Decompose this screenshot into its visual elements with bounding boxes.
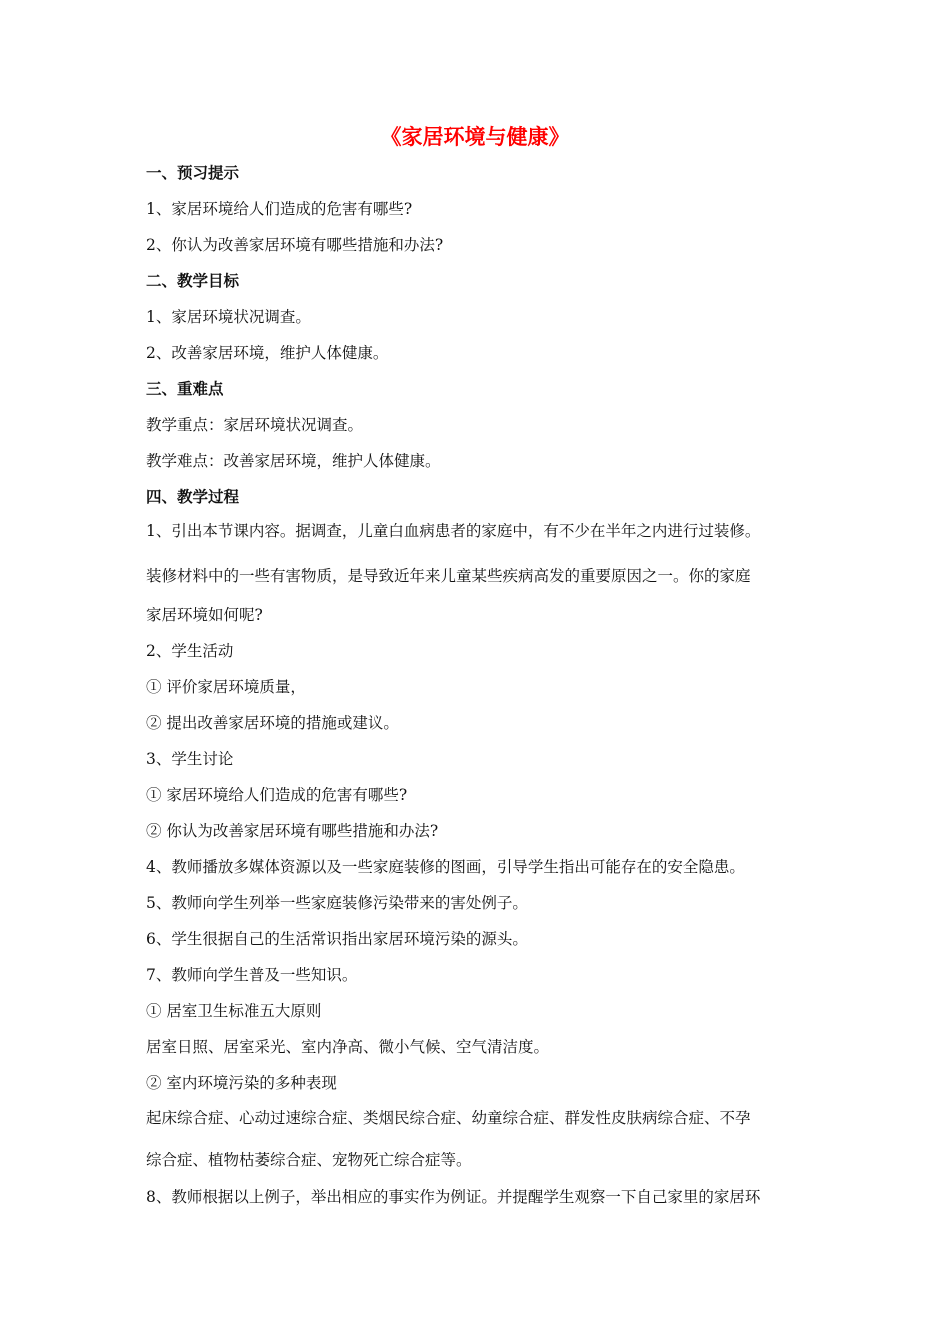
paragraph-line: 教学重点：家居环境状况调查。 bbox=[146, 416, 364, 434]
paragraph-line: 居室日照、居室采光、室内净高、微小气候、空气清洁度。 bbox=[146, 1038, 550, 1056]
paragraph-line: 7、教师向学生普及一些知识。 bbox=[146, 966, 358, 984]
paragraph-line: 8、教师根据以上例子，举出相应的事实作为例证。并提醒学生观察一下自己家里的家居环 bbox=[146, 1188, 761, 1206]
list-item: ② 室内环境污染的多种表现 bbox=[146, 1074, 337, 1092]
list-item: ② 提出改善家居环境的措施或建议。 bbox=[146, 714, 399, 732]
paragraph-line: 综合症、植物枯萎综合症、宠物死亡综合症等。 bbox=[146, 1151, 472, 1169]
paragraph-line: 2、你认为改善家居环境有哪些措施和办法? bbox=[146, 236, 444, 254]
section-heading-preview: 一、预习提示 bbox=[146, 163, 240, 182]
list-item: ② 你认为改善家居环境有哪些措施和办法? bbox=[146, 822, 439, 840]
list-item: ① 家居环境给人们造成的危害有哪些? bbox=[146, 786, 408, 804]
paragraph-line: 5、教师向学生列举一些家庭装修污染带来的害处例子。 bbox=[146, 894, 528, 912]
document-title: 《家居环境与健康》 bbox=[380, 124, 570, 149]
paragraph-line: 2、改善家居环境，维护人体健康。 bbox=[146, 344, 389, 362]
paragraph-line: 1、家居环境状况调查。 bbox=[146, 308, 311, 326]
paragraph-line: 教学难点：改善家居环境，维护人体健康。 bbox=[146, 452, 441, 470]
list-item: ① 评价家居环境质量， bbox=[146, 678, 306, 696]
section-heading-goals: 二、教学目标 bbox=[146, 271, 240, 290]
section-heading-keypoints: 三、重难点 bbox=[146, 379, 224, 398]
list-item: ① 居室卫生标准五大原则 bbox=[146, 1002, 322, 1020]
paragraph-line: 1、家居环境给人们造成的危害有哪些? bbox=[146, 200, 413, 218]
paragraph-line: 起床综合症、心动过速综合症、类烟民综合症、幼童综合症、群发性皮肤病综合症、不孕 bbox=[146, 1109, 751, 1127]
paragraph-line: 6、学生很据自己的生活常识指出家居环境污染的源头。 bbox=[146, 930, 528, 948]
paragraph-line: 装修材料中的一些有害物质，是导致近年来儿童某些疾病高发的重要原因之一。你的家庭 bbox=[146, 567, 751, 585]
paragraph-line: 4、教师播放多媒体资源以及一些家庭装修的图画，引导学生指出可能存在的安全隐患。 bbox=[146, 858, 745, 876]
paragraph-line: 3、学生讨论 bbox=[146, 750, 234, 768]
paragraph-line: 家居环境如何呢? bbox=[146, 606, 263, 624]
section-heading-process: 四、教学过程 bbox=[146, 487, 240, 506]
paragraph-line: 1、引出本节课内容。据调查，儿童白血病患者的家庭中，有不少在半年之内进行过装修。 bbox=[146, 522, 761, 540]
paragraph-line: 2、学生活动 bbox=[146, 642, 234, 660]
